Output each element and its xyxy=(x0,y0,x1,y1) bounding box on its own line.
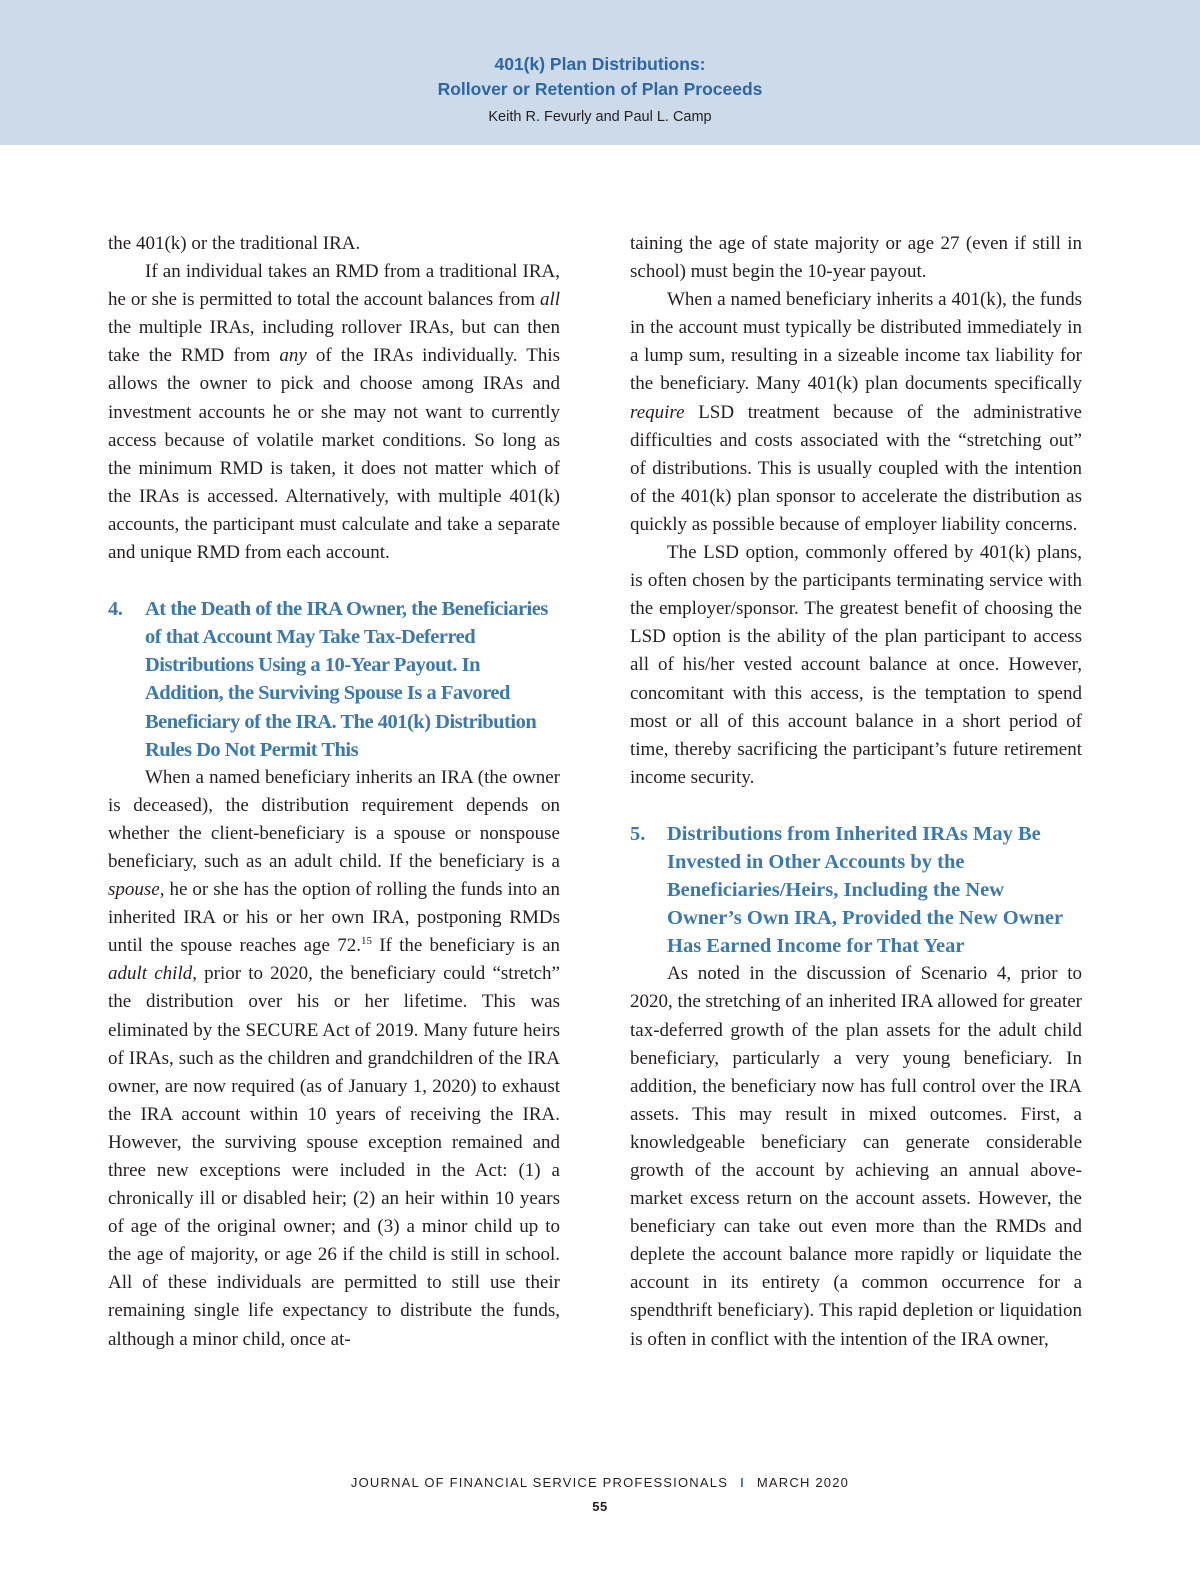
text-run: If the beneficiary is an xyxy=(371,935,561,957)
heading-text: At the Death of the IRA Owner, the Beneficiaries of that Account May Take Tax-Deferred Distributions Using a 10-Year Payout. In Addition, the Surviving Spouse Is a Favored Beneficiary of the IRA. The 401(k) Distribution Rules Do Not Permit This xyxy=(145,598,548,761)
issue-date: MARCH 2020 xyxy=(756,1475,850,1490)
header-title-line1: 401(k) Plan Distributions: xyxy=(494,54,706,74)
section-heading-5 xyxy=(630,820,1082,960)
emphasis-adult-child: adult child, xyxy=(108,963,197,985)
header-title-line2: Rollover or Retention of Plan Proceeds xyxy=(437,79,763,99)
left-paragraph-3 xyxy=(108,764,560,1354)
heading-number: 5. xyxy=(630,822,646,845)
running-header xyxy=(0,0,1200,145)
header-authors: Keith R. Fevurly and Paul L. Camp xyxy=(488,109,712,125)
emphasis-any: any xyxy=(279,345,307,367)
text-run: When a named beneficiary inherits a 401(k), the funds in the account must typically be distributed immediately in a lump sum, resulting in a sizeable income tax liability for the beneficiary. Many 401(k) plan documents specifically xyxy=(630,289,1082,395)
right-paragraph-3: The LSD option, commonly offered by 401(k) plans, is often chosen by the participants terminating service with the employer/sponsor. The greatest benefit of choosing the LSD option is the ability of the plan participant to access all of his/her vested account balance at once. However, concomitant with this access, is the temptation to spend most or all of this account balance in a short period of time, thereby sacrificing the participant’s future retirement income security. xyxy=(630,542,1082,788)
section-heading-4 xyxy=(108,595,560,764)
left-paragraph-1: the 401(k) or the traditional IRA. xyxy=(108,233,361,254)
emphasis-require: require xyxy=(630,401,685,423)
text-run: LSD treatment because of the administrative difficulties and costs associated with the “stretching out” of distributions. This is usually coupled with the intention of the 401(k) plan sponsor to accelerate the distribution as quickly as possible because of employer liability concerns. xyxy=(630,401,1082,535)
emphasis-all: all xyxy=(539,289,560,311)
text-run: the multiple IRAs, including rollover IRAs, but can then take the RMD from xyxy=(108,317,560,367)
text-run: When a named beneficiary inherits an IRA (the owner is deceased), the distribution requirement depends on whether the client-beneficiary is a spouse or nonspouse beneficiary, such as an adult child. If the beneficiary is a xyxy=(108,766,560,872)
footnote-ref-15: 15 xyxy=(360,935,372,948)
right-paragraph-1: taining the age of state majority or age 27 (even if still in school) must begin the 10-year payout. xyxy=(630,233,1082,283)
text-run: of the IRAs individually. This allows the owner to pick and choose among IRAs and investment accounts he or she may not want to currently access because of volatile market conditions. So long as the minimum RMD is taken, it does not matter which of the IRAs is accessed. Alternatively, with multiple 401(k) accounts, the participant must calculate and take a separate and unique RMD from each account. xyxy=(108,345,561,564)
left-column xyxy=(108,230,560,1354)
footer-separator: I xyxy=(740,1475,745,1490)
heading-number: 4. xyxy=(108,598,123,621)
emphasis-spouse: spouse, xyxy=(108,879,165,901)
text-run: If an individual takes an RMD from a traditional IRA, he or she is permitted to total the account balances from xyxy=(108,261,560,311)
text-run: he or she has the option of rolling the funds into an inherited IRA or his or her own IRA, postponing RMDs until the spouse reaches age 72. xyxy=(108,879,560,957)
page-number: 55 xyxy=(592,1499,608,1514)
right-column xyxy=(630,230,1082,1354)
footer-journal xyxy=(0,1472,1200,1494)
right-paragraph-2 xyxy=(630,286,1082,539)
right-paragraph-4: As noted in the discussion of Scenario 4, prior to 2020, the stretching of an inherited IRA allowed for greater tax-deferred growth of the plan assets for the adult child beneficiary, particularly a very young beneficiary. In addition, the beneficiary now has full control over the IRA assets. This may result in mixed outcomes. First, a knowledgeable beneficiary can generate considerable growth of the account by achieving an annual above-market excess return on the account assets. However, the beneficiary can take out even more than the RMDs and deplete the account balance more rapidly or liquidate the account in its entirety (a common occurrence for a spendthrift beneficiary). This rapid depletion or liquidation is often in conflict with the intention of the IRA owner, xyxy=(630,963,1082,1350)
heading-text: Distributions from Inherited IRAs May Be Invested in Other Accounts by the Beneficiaries/Heirs, Including the New Owner’s Own IRA, Provided the New Owner Has Earned Income for That Year xyxy=(667,822,1063,958)
text-run: prior to 2020, the beneficiary could “stretch” the distribution over his or her lifetime. This was eliminated by the SECURE Act of 2019. Many future heirs of IRAs, such as the children and grandchildren of the IRA owner, are now required (as of January 1, 2020) to exhaust the IRA account within 10 years of receiving the IRA. However, the surviving spouse exception remained and three new exceptions were included in the Act: (1) a chronically ill or disabled heir; (2) an heir within 10 years of age of the original owner; and (3) a minor child up to the age of majority, or age 26 if the child is still in school. All of these individuals are permitted to still use their remaining single life expectancy to distribute the funds, although a minor child, once at- xyxy=(108,963,560,1350)
journal-name: JOURNAL OF FINANCIAL SERVICE PROFESSIONALS xyxy=(350,1475,729,1490)
left-paragraph-2 xyxy=(108,258,560,567)
